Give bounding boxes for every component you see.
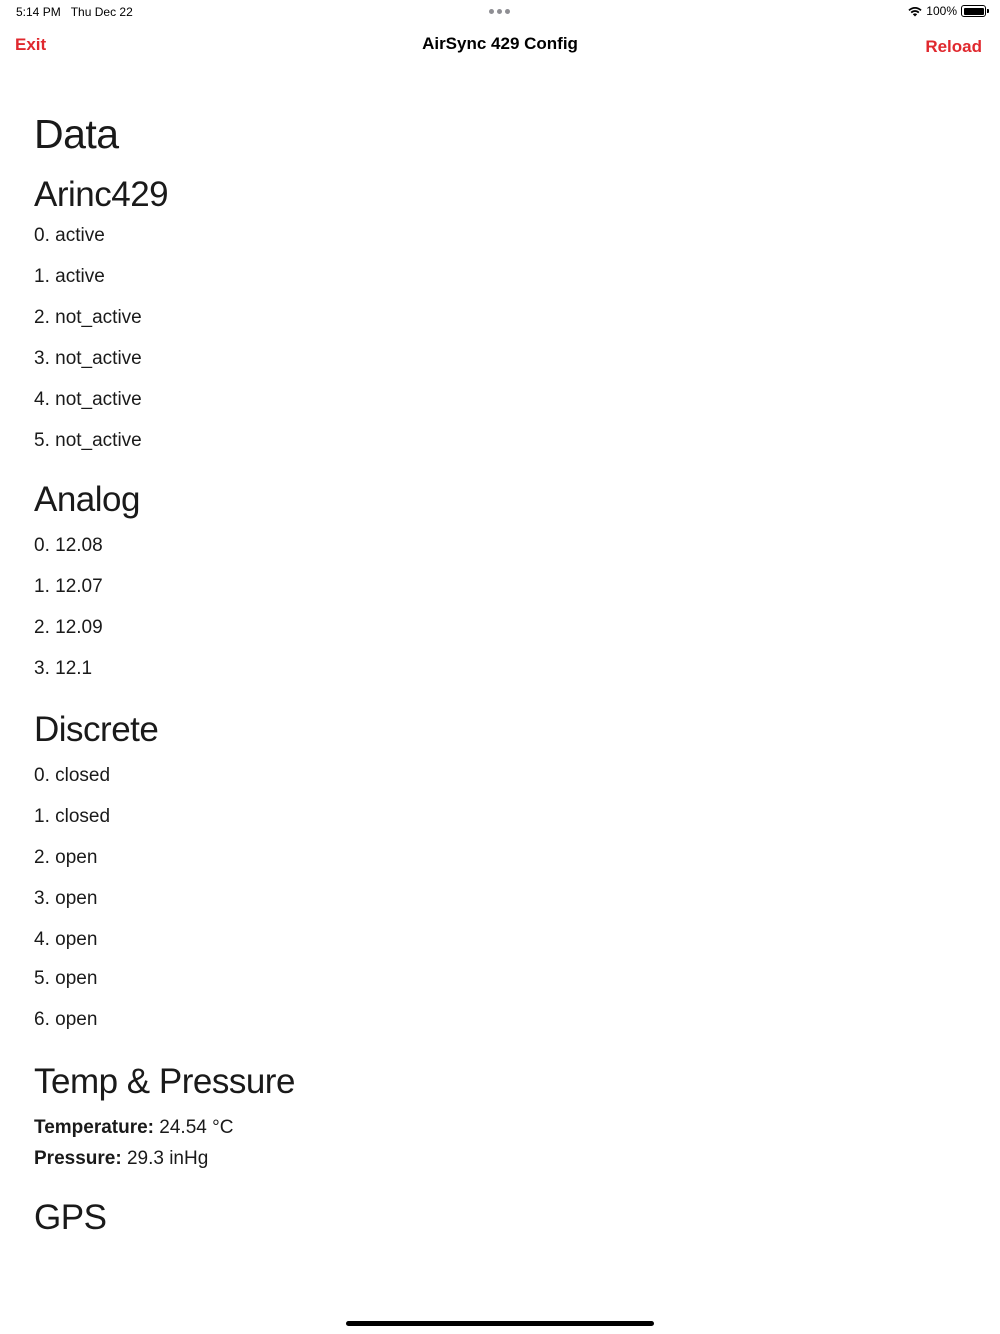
page-title: Data xyxy=(34,111,119,157)
gps-heading: GPS xyxy=(34,1198,107,1237)
wifi-icon xyxy=(908,6,922,17)
list-item: 0. closed xyxy=(34,765,111,786)
discrete-heading: Discrete xyxy=(34,710,159,749)
pressure-label: Pressure: xyxy=(34,1148,122,1169)
reload-button[interactable]: Reload xyxy=(925,37,982,56)
list-item: 4. open xyxy=(34,929,98,950)
list-item: 2. 12.09 xyxy=(34,617,103,638)
status-date: Thu Dec 22 xyxy=(70,5,133,19)
discrete-section xyxy=(34,699,964,1050)
list-item: 0. active xyxy=(34,225,105,246)
analog-section xyxy=(34,471,964,699)
exit-button[interactable]: Exit xyxy=(15,35,47,54)
list-item: 2. open xyxy=(34,847,98,868)
temperature-row xyxy=(34,1117,964,1148)
status-bar xyxy=(0,0,1000,24)
temp-pressure-section xyxy=(34,1050,964,1179)
list-item: 0. 12.08 xyxy=(34,535,103,556)
pressure-value: 29.3 inHg xyxy=(121,1148,209,1169)
list-item: 5. open xyxy=(34,968,98,989)
list-item: 5. not_active xyxy=(34,430,142,451)
list-item: 1. active xyxy=(34,266,105,287)
status-time xyxy=(16,5,133,19)
multitasking-dots-icon[interactable] xyxy=(489,9,510,14)
analog-heading: Analog xyxy=(34,480,140,519)
temperature-value: 24.54 °C xyxy=(154,1117,234,1138)
list-item: 6. open xyxy=(34,1009,98,1030)
nav-title: AirSync 429 Config xyxy=(422,34,578,53)
main-content xyxy=(34,108,964,1239)
status-indicators xyxy=(908,4,986,18)
temperature-label: Temperature: xyxy=(34,1117,155,1138)
arinc429-heading: Arinc429 xyxy=(34,175,169,214)
home-indicator[interactable] xyxy=(346,1321,654,1326)
nav-bar xyxy=(0,28,1000,64)
battery-icon xyxy=(961,5,986,17)
list-item: 1. 12.07 xyxy=(34,576,103,597)
list-item: 3. open xyxy=(34,888,98,909)
list-item: 3. not_active xyxy=(34,348,142,369)
list-item: 3. 12.1 xyxy=(34,658,93,679)
battery-percent: 100% xyxy=(926,4,957,18)
list-item: 4. not_active xyxy=(34,389,142,410)
list-item: 2. not_active xyxy=(34,307,142,328)
gps-section xyxy=(34,1179,964,1239)
status-clock: 5:14 PM xyxy=(16,5,61,19)
arinc429-section xyxy=(34,168,964,471)
list-item: 1. closed xyxy=(34,806,111,827)
temp-pressure-heading: Temp & Pressure xyxy=(34,1062,295,1101)
pressure-row xyxy=(34,1148,964,1179)
